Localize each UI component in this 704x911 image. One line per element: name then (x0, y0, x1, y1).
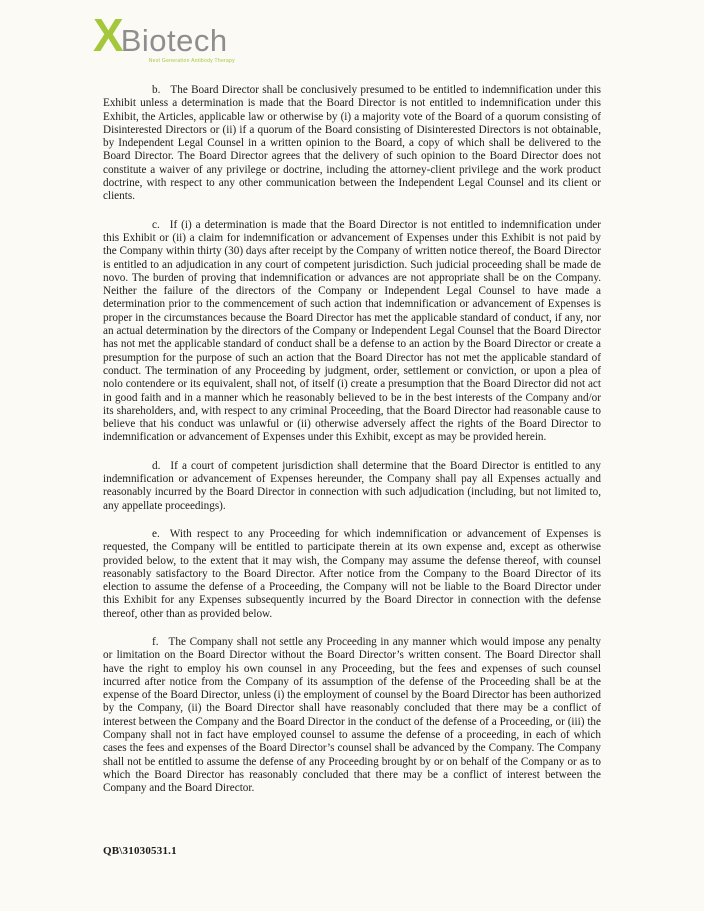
paragraph-label: e. (152, 527, 160, 540)
paragraph-b (103, 84, 601, 204)
document-number: QB\31030531.1 (103, 845, 177, 857)
paragraph-body: The Company shall not settle any Proceeding in any manner which would impose any penalty or limitation on the Board Director without the Board Director’s written consent. The Board Director shall have the right to employ his own counsel in any Proceeding, but the fees and expenses of such counsel incurred after notice from the Company of its assumption of the defense of the Proceeding shall be at the expense of the Board Director, unless (i) the employment of counsel by the Board Director has been authorized by the Company, (ii) the Board Director shall have reasonably concluded that there may be a conflict of interest between the Company and the Board Director in the conduct of the defense of a Proceeding, or (iii) the Company shall not in fact have employed counsel to assume the defense of a proceeding, in each of which cases the fees and expenses of the Board Director’s counsel shall be advanced by the Company. The Company shall not be entitled to assume the defense of any Proceeding brought by or on behalf of the Company or as to which the Board Director has reasonably concluded that there may be a conflict of interest between the Company and the Board Director. (103, 635, 601, 795)
paragraph-f (103, 636, 601, 796)
logo-x-icon: X (93, 9, 122, 61)
paragraph-e (103, 528, 601, 621)
paragraph-body: If a court of competent jurisdiction shall determine that the Board Director is entitled to any indemnification or advancement of Expenses hereunder, the Company shall pay all Expenses actually and reasonably incurred by the Board Director in connection with such adjudication (including, but not limited to, any appellate proceedings). (103, 459, 601, 512)
paragraph-label: d. (152, 459, 161, 472)
document-body (103, 84, 601, 811)
paragraph-label: c. (152, 218, 160, 231)
paragraph-body: The Board Director shall be conclusively presumed to be entitled to indemnification under this Exhibit unless a determination is made that the Board Director is not entitled to indemnification under this Exhibit, the Articles, applicable law or otherwise by (i) a majority vote of the Board of a quorum consisting of Disinterested Directors or (ii) if a quorum of the Board consisting of Disinterested Directors is not obtainable, by Independent Legal Counsel in a written opinion to the Board, a copy of which shall be delivered to the Board Director. The Board Director agrees that the delivery of such opinion to the Board Director does not constitute a waiver of any privilege or doctrine, including the attorney-client privilege and the work product doctrine, with respect to any other communication between the Independent Legal Counsel and its client or clients. (103, 84, 601, 203)
paragraph-body: If (i) a determination is made that the Board Director is not entitled to indemnification under this Exhibit or (ii) a claim for indemnification or advancement of Expenses under this Exhibit is not paid by the Company within thirty (30) days after receipt by the Company of written notice thereof, the Board Director is entitled to an adjudication in any court of competent jurisdiction. Such judicial proceeding shall be made de novo. The burden of proving that indemnification or advances are not appropriate shall be on the Company. Neither the failure of the directors of the Company or Independent Legal Counsel to have made a determination prior to the commencement of such action that indemnification or advancement of Expenses is proper in the circumstances because the Board Director has met the applicable standard of conduct, if any, nor an actual determination by the directors of the Company or Independent Legal Counsel that the Board Director has not met the applicable standard of conduct shall be a defense to an action by the Board Director or create a presumption for the purpose of such an action that the Board Director has not met the applicable standard of conduct. The termination of any Proceeding by judgment, order, settlement or conviction, or upon a plea of nolo contendere or its equivalent, shall not, of itself (i) create a presumption that the Board Director did not act in good faith and in a manner which he reasonably believed to be in the best interests of the Company and/or its shareholders, and, with respect to any criminal Proceeding, that the Board Director had reasonable cause to believe that his conduct was unlawful or (ii) otherwise adversely affect the rights of the Board Director to indemnification or advancement of Expenses under this Exhibit, except as may be provided herein. (103, 218, 601, 444)
paragraph-body: With respect to any Proceeding for which indemnification or advancement of Expenses is requested, the Company will be entitled to participate therein at its own expense and, except as otherwise provided below, to the extent that it may wish, the Company may assume the defense thereof, with counsel reasonably satisfactory to the Board Director. After notice from the Company to the Board Director of its election to assume the defense of a Proceeding, the Company will not be liable to the Board Director under this Exhibit for any Expenses subsequently incurred by the Board Director in connection with the defense thereof, other than as provided below. (103, 527, 601, 620)
xbiotech-logo (93, 9, 243, 64)
logo-wordmark: Biotech (120, 23, 228, 58)
paragraph-label: b. (152, 84, 161, 96)
paragraph-c (103, 219, 601, 445)
paragraph-d (103, 460, 601, 513)
paragraph-label: f. (152, 635, 159, 648)
logo-tagline: Next Generation Antibody Therapy (148, 58, 235, 64)
